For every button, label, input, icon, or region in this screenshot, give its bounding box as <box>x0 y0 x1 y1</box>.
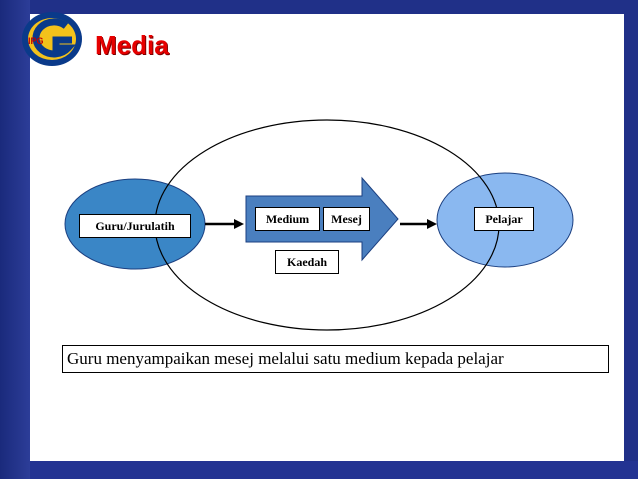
source-label-box: Guru/Jurulatih <box>79 214 191 238</box>
caption-text: Guru menyampaikan mesej melalui satu medium kepada pelajar <box>62 345 609 373</box>
logo-text: IPG <box>28 36 44 46</box>
message-label-box: Mesej <box>323 207 370 231</box>
medium-label-box: Medium <box>255 207 320 231</box>
method-label-box: Kaedah <box>275 250 339 274</box>
arrowhead-medium-to-receiver <box>427 219 437 229</box>
arrowhead-source-to-medium <box>234 219 244 229</box>
page-title: Media <box>95 30 169 60</box>
receiver-label-box: Pelajar <box>474 207 534 231</box>
